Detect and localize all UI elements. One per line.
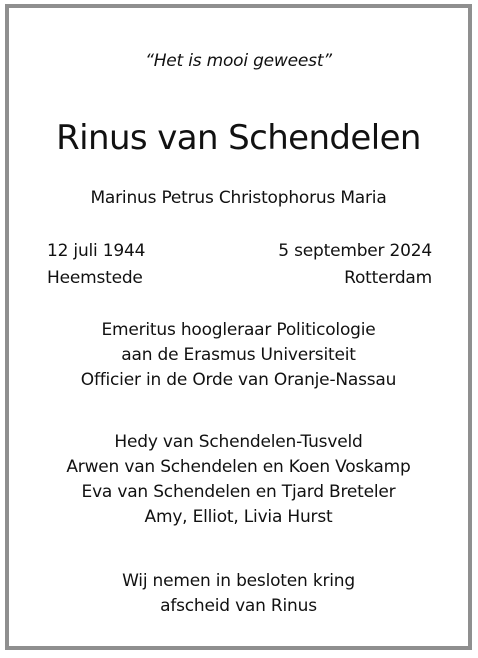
full-name: Marinus Petrus Christophorus Maria (90, 188, 387, 208)
family-line: Hedy van Schendelen-Tusveld (114, 432, 363, 452)
death-date: 5 september 2024 (278, 241, 432, 261)
quote: “Het is mooi geweest” (145, 51, 332, 71)
birth-info (47, 238, 145, 292)
title-line: Officier in de Orde van Oranje-Nassau (80, 370, 397, 390)
closing-block (9, 569, 468, 619)
title-line: aan de Erasmus Universiteit (121, 345, 356, 365)
title-line: Emeritus hoogleraar Politicologie (101, 320, 376, 340)
announcement-card (5, 4, 472, 650)
family-line: Amy, Elliot, Livia Hurst (144, 507, 333, 527)
closing-line: afscheid van Rinus (160, 596, 317, 616)
death-place: Rotterdam (344, 268, 432, 288)
titles-block (9, 318, 468, 393)
death-info (278, 238, 432, 292)
closing-line: Wij nemen in besloten kring (122, 571, 355, 591)
family-block (9, 430, 468, 530)
birth-place: Heemstede (47, 268, 143, 288)
family-line: Arwen van Schendelen en Koen Voskamp (66, 457, 411, 477)
deceased-name: Rinus van Schendelen (56, 118, 421, 158)
birth-date: 12 juli 1944 (47, 241, 146, 261)
family-line: Eva van Schendelen en Tjard Breteler (81, 482, 396, 502)
